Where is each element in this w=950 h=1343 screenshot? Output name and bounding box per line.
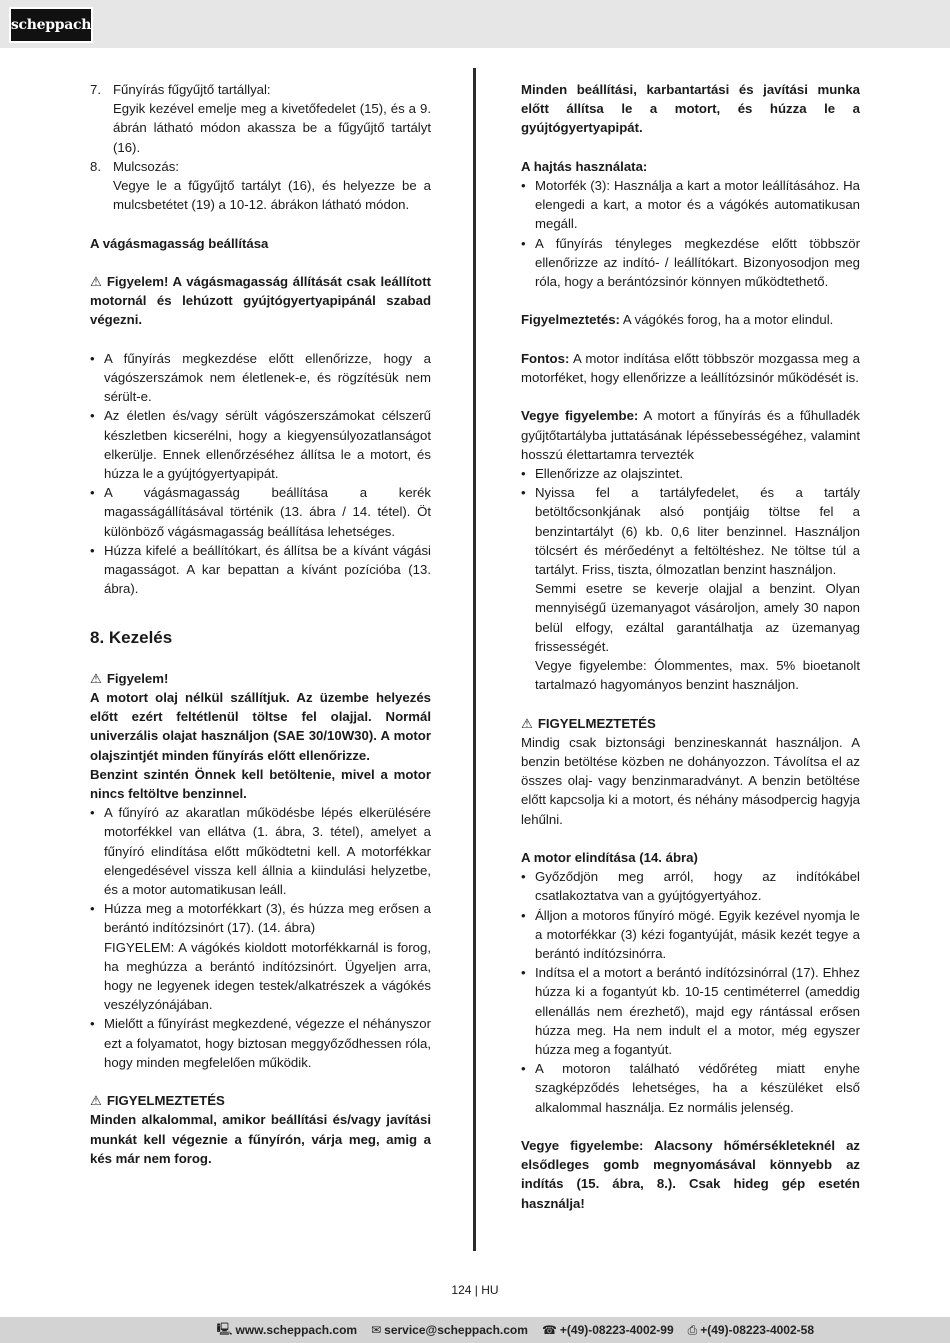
operation-bullets [90,803,431,1072]
warning-triangle-icon: ⚠ [90,1093,102,1109]
brand-logo-text: scheppach [11,9,91,41]
warning-text: Mindig csak biztonsági benzineskannát használjon. A benzin betöltése közben ne dohányozzon. Távolítsa el az összes olaj- vagy benzinmaradványt. A benzin betöltése előtt kapcsolja ki a motort, és néhány másodpercig hagyja lehűlni. [521,734,860,827]
contact-bar [0,1317,950,1343]
note-warning: Figyelmeztetés: A vágókés forog, ha a motor elindul. [521,312,834,328]
list-item: • A vágásmagasság beállítása a kerék magasságállításával történik (13. ábra / 14. tétel). Öt különböző vágásmagasság beállítása lehetséges. [90,483,431,541]
column-divider [473,68,476,1251]
contact-phone: ☎ +(49)-08223-4002-99 [541,1323,674,1337]
item-text: Vegye le a fűgyűjtő tartályt (16), és helyezze be a mulcsbetétet (19) a 10-12. ábrákon látható módon. [113,178,431,213]
list-item: • A fűnyírás tényleges megkezdése előtt többször ellenőrizze az indító- / leállítókart. Bizonyosodjon meg róla, hogy a berántózsinór könnyen működtethető. [521,234,860,292]
list-item: • Motorfék (3): Használja a kart a motor leállításához. Ha elengedi a kart, a motor és a vágókés automatikusan megáll. [521,176,860,234]
item-title: Mulcsozás: [113,158,179,174]
note-important: Fontos: A motor indítása előtt többször mozgassa meg a motorféket, hogy ellenőrizze a leállítózsinór működését is. [521,350,860,385]
intro-notice: Minden beállítási, karbantartási és javítási munka előtt állítsa le a motort, és húzza le a gyújtógyertyapipát. [521,82,860,136]
header-bar [0,0,950,48]
fuel-notice: Benzint szintén Önnek kell betöltenie, mivel a motor nincs feltöltve benzinnel. [90,766,431,802]
cut-height-warning: ⚠ Figyelem! A vágásmagasság állítását csak leállított motornál és lehúzott gyújtógyertyapipánál szabad végezni. [90,274,431,328]
warning-label: ⚠ FIGYELMEZTETÉS [90,1091,431,1110]
list-item: • Húzza meg a motorfékkart (3), és húzza meg erősen a berántó indítózsinórt (17). (14. ábra) FIGYELEM: A vágókés kioldott motorfékkarnál is forog, ha meghúzza a berántó indítózsinórt. Ügyeljen arra, hogy ne legyenek idegen testek/alkatrészek a vágókés veszélyzónájában. [90,899,431,1014]
list-item: • Győződjön meg arról, hogy az indítókábel csatlakoztatva van a gyújtógyertyához. [521,867,860,905]
list-item: • A fűnyíró az akaratlan működésbe lépés elkerülésére motorfékkel van ellátva (1. ábra, 3. tétel), amelyet a fűnyíró elindítása előtt működtetni kell. A motorfékkar elengedésével vissza kell állnia a kiindulási helyzetbe, és a motor automatikusan leáll. [90,803,431,899]
mail-icon: ✉ [371,1323,382,1337]
oil-notice: A motort olaj nélkül szállítjuk. Az üzembe helyezés előtt ezért feltétlenül töltse fel olajjal. Normál univerzális olajat használjon (SAE 30/10W30). A motor olajszintjét minden fűnyírás előtt ellenőrizze. [90,690,431,763]
contact-fax: ⎙ +(49)-08223-4002-58 [687,1322,814,1337]
fuel-bullets [521,464,860,694]
right-column [521,80,860,1213]
list-item: • Indítsa el a motort a berántó indítózsinórral (17). Ehhez húzza ki a fogantyút kb. 10-15 centiméterrel (ameddig ellenállás nem érezhető), majd egy rántással erősen húzza meg. Ha nem indult el a motor, még egyszer húzza meg a fogantyút. [521,963,860,1059]
warning-triangle-icon: ⚠ [90,670,102,686]
list-item: • Az életlen és/vagy sérült vágószerszámokat célszerű készletben kicserélni, hogy a kiegyensúlyozatlanságot elkerülje. Ennek ellenőrzéséhez állítsa le a motort, és húzza le a gyújtógyertyapipát. [90,406,431,483]
item-number: 8. [90,158,101,174]
item-number: 7. [90,82,101,97]
list-item: • Mielőtt a fűnyírást megkezdené, végezze el néhányszor ezt a folyamatot, hogy biztosan meggyőződhessen róla, hogy minden megfelelően működik. [90,1014,431,1072]
attention-label: ⚠ Figyelem! [90,669,431,688]
page-number: 124 | HU [451,1283,499,1297]
list-item [90,80,431,157]
drive-bullets [521,176,860,291]
list-item: • A fűnyírás megkezdése előtt ellenőrizze, hogy a vágószerszámok nem életlenek-e, és rögzítésük nem sérült-e. [90,349,431,407]
phone-icon: ☎ [541,1323,557,1337]
start-heading: A motor elindítása (14. ábra) [521,850,698,866]
cut-height-heading: A vágásmagasság beállítása [90,235,269,251]
monitor-icon: 🖳 [216,1321,233,1336]
brand-logo [9,7,93,43]
drive-heading: A hajtás használata: [521,158,648,174]
list-item: • Húzza kifelé a beállítókart, és állítsa be a kívánt vágási magasságot. A kar bepattan a kívánt pozícióba (13. ábra). [90,541,431,599]
list-item [90,157,431,215]
warning-text: Minden alkalommal, amikor beállítási és/vagy javítási munkát kell végeznie a fűnyírón, várja meg, amig a kés már nem forog. [90,1112,431,1166]
item-title: Fűnyírás fűgyűjtő tartállyal: [113,82,271,97]
warning-triangle-icon: ⚠ [90,274,102,289]
final-note: Vegye figyelembe: Alacsony hőmérsékleteknél az elsődleges gomb megnyomásával könnyebb az indítás (15. ábra, 8.). Csak hideg gép esetén használja! [521,1138,860,1211]
left-column [90,80,431,1168]
warning-triangle-icon: ⚠ [521,715,533,731]
note-consider: Vegye figyelembe: A motort a fűnyírás és a fűhulladék gyűjtőtartályba juttatásának lépéssebességéhez, valamint hosszú élettartamra tervezték [521,408,861,462]
item-text: Egyik kezével emelje meg a kivetőfedelet (15), és a 9. ábrán látható módon akassza be a fűgyűjtő tartályt (16). [113,101,431,155]
list-item: • Nyissa fel a tartályfedelet, és a tartály betöltőcsonkjának alsó pontjáig töltse fel a benzintartályt (6) kb. 0,6 liter benzinnel. Használjon tölcsért és mérőedényt a feltöltéshez. Ne töltse túl a tartályt. Friss, tiszta, ólmozatlan benzint használjon. Semmi esetre se keverje olajjal a benzint. Olyan mennyiségű üzemanyagot vásároljon, amely 30 napon belül elfogy, ezáltal garantálhatja az üzemanyag frissességét. Vegye figyelembe: Ólommentes, max. 5% bioetanolt tartalmazó hagyományos benzint használjon. [521,483,860,694]
list-item: • Álljon a motoros fűnyíró mögé. Egyik kezével nyomja le a motorfékkar (3) kézi fogantyúját, másik kezét tegye a berántó indítózsinórra. [521,906,860,964]
numbered-list [90,80,431,214]
contact-email[interactable]: ✉ service@scheppach.com [371,1323,528,1337]
list-item: • A motoron található védőréteg miatt enyhe szagképződés lehetséges, ha a készüléket első alkalommal használja. Ez normális jelenség. [521,1059,860,1117]
contact-website[interactable]: 🖳 www.scheppach.com [216,1320,357,1341]
start-bullets [521,867,860,1117]
section-title: 8. Kezelés [90,627,173,647]
fax-icon: ⎙ [687,1322,698,1337]
list-item: • Ellenőrizze az olajszintet. [521,464,860,483]
warning-label: ⚠ FIGYELMEZTETÉS [521,714,860,733]
cut-height-bullets [90,349,431,599]
